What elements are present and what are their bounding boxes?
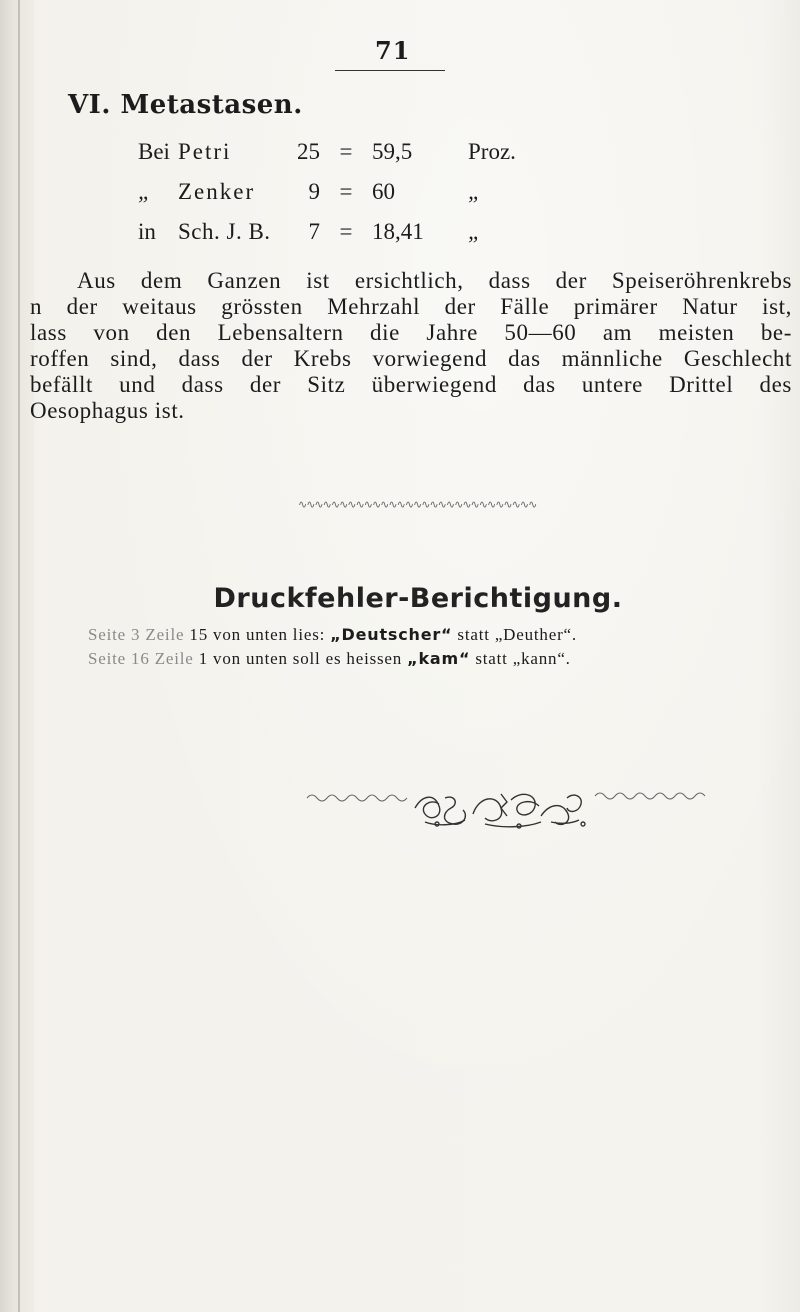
- section-heading: VI. Metastasen.: [68, 90, 303, 120]
- binding-edge: [0, 0, 34, 1312]
- errata-correction: „Deutscher“: [330, 625, 453, 644]
- errata-entry: [88, 649, 571, 669]
- decorative-flourish-ornament: [305, 786, 715, 830]
- author-name: Sch. J. B.: [178, 219, 271, 244]
- equals-sign: =: [339, 139, 353, 164]
- case-count: 9: [308, 179, 320, 204]
- page-number-rule: [335, 70, 445, 71]
- case-count: 7: [308, 219, 320, 244]
- paragraph-line: Aus dem Ganzen ist ersichtlich, dass der Speiseröhrenkrebs: [77, 268, 792, 293]
- conclusion-paragraph: [30, 268, 792, 424]
- errata-heading: Druckfehler-Berichtigung.: [213, 583, 623, 614]
- paragraph-line: lass von den Lebensaltern die Jahre 50—60 am meisten be-: [30, 320, 792, 345]
- row-prefix: Bei: [138, 139, 170, 164]
- errata-reference: Seite 16 Zeile: [88, 649, 194, 668]
- errata-text: statt: [475, 649, 508, 668]
- metastasis-statistics-table: [138, 132, 538, 252]
- case-count: 25: [297, 139, 320, 164]
- wavy-divider: ∿∿∿∿∿∿∿∿∿∿∿∿∿∿∿∿∿∿∿∿∿∿∿∿∿∿∿∿∿: [298, 498, 537, 511]
- paragraph-line: roffen sind, dass der Krebs vorwiegend das männliche Geschlecht: [30, 346, 792, 371]
- author-name: Zenker: [178, 179, 256, 204]
- binding-shadow-line: [18, 0, 20, 1312]
- errata-entry: [88, 625, 577, 645]
- errata-original: „Deuther“.: [494, 625, 577, 644]
- ditto-mark: „: [468, 179, 481, 204]
- equals-sign: =: [339, 179, 353, 204]
- statistics-row: [138, 212, 538, 252]
- errata-reference: Seite 3 Zeile: [88, 625, 185, 644]
- author-name: Petri: [178, 139, 232, 164]
- percent-value: 59,5: [372, 139, 413, 164]
- errata-text: 15 von unten lies:: [189, 625, 326, 644]
- ditto-mark: „: [468, 219, 481, 244]
- statistics-row: [138, 172, 538, 212]
- errata-original: „kann“.: [512, 649, 571, 668]
- errata-text: statt: [457, 625, 490, 644]
- page-number: 71: [375, 36, 411, 65]
- paragraph-line: Oesophagus ist.: [30, 398, 185, 423]
- row-prefix: in: [138, 219, 156, 244]
- paragraph-line: n der weitaus grössten Mehrzahl der Fälle primärer Natur ist,: [30, 294, 792, 319]
- ditto-mark: „: [138, 179, 151, 204]
- unit-label: Proz.: [468, 139, 516, 164]
- percent-value: 18,41: [372, 219, 424, 244]
- errata-text: 1 von unten soll es heissen: [198, 649, 403, 668]
- statistics-row: [138, 132, 538, 172]
- paragraph-line: befällt und dass der Sitz überwiegend das untere Drittel des: [30, 372, 792, 397]
- errata-correction: „kam“: [407, 649, 471, 668]
- equals-sign: =: [339, 219, 353, 244]
- percent-value: 60: [372, 179, 395, 204]
